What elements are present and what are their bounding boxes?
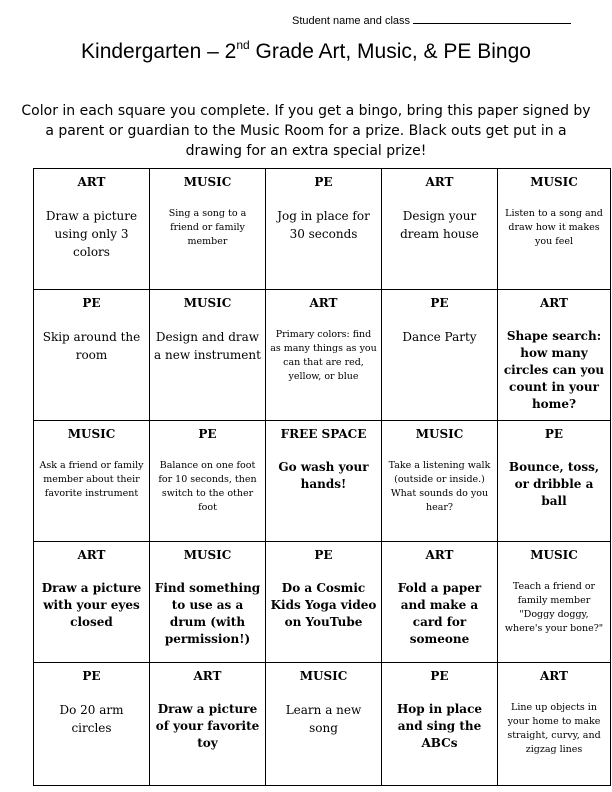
square-activity: Fold a paper and make a card for someone xyxy=(397,581,482,646)
square-activity: Draw a picture of your favorite toy xyxy=(155,702,260,750)
square-activity: Listen to a song and draw how it makes you feel xyxy=(505,208,603,247)
square-activity: Balance on one foot for 10 seconds, then switch to the other foot xyxy=(158,460,257,513)
square-activity: Take a listening walk (outside or inside.) What sounds do you hear? xyxy=(388,460,491,513)
bingo-square[interactable] xyxy=(382,663,498,786)
square-category: PE xyxy=(82,296,101,310)
bingo-square[interactable] xyxy=(266,169,382,290)
bingo-row xyxy=(34,169,611,290)
bingo-square[interactable] xyxy=(150,421,266,542)
square-category: ART xyxy=(193,669,222,683)
bingo-square[interactable] xyxy=(150,663,266,786)
bingo-square[interactable] xyxy=(266,290,382,421)
bingo-square[interactable] xyxy=(498,663,611,786)
page-title xyxy=(0,40,612,64)
bingo-square[interactable] xyxy=(150,169,266,290)
square-activity: Do 20 arm circles xyxy=(59,703,124,735)
square-activity: Go wash your hands! xyxy=(278,460,369,491)
bingo-square[interactable] xyxy=(266,421,382,542)
square-activity: Design and draw a new instrument xyxy=(154,330,261,362)
bingo-board xyxy=(33,168,611,786)
square-category: MUSIC xyxy=(183,548,232,562)
student-name-field[interactable] xyxy=(292,13,592,29)
bingo-square[interactable] xyxy=(382,421,498,542)
square-activity: Do a Cosmic Kids Yoga video on YouTube xyxy=(270,581,377,629)
square-activity: Primary colors: find as many things as you can that are red, yellow, or blue xyxy=(270,329,377,382)
bingo-square[interactable] xyxy=(34,421,150,542)
square-category: MUSIC xyxy=(67,427,116,441)
square-category: PE xyxy=(314,175,333,189)
square-activity: Teach a friend or family member "Doggy doggy, where's your bone?" xyxy=(504,581,604,634)
square-activity: Draw a picture using only 3 colors xyxy=(45,209,138,259)
square-category: MUSIC xyxy=(530,175,578,189)
bingo-square[interactable] xyxy=(150,542,266,663)
square-activity: Dance Party xyxy=(402,330,477,344)
square-category: MUSIC xyxy=(299,669,348,683)
bingo-square[interactable] xyxy=(34,663,150,786)
square-category: PE xyxy=(430,669,449,683)
square-category: ART xyxy=(425,175,454,189)
bingo-square[interactable] xyxy=(150,290,266,421)
square-category: MUSIC xyxy=(183,175,232,189)
square-category: FREE SPACE xyxy=(280,427,367,441)
square-category: ART xyxy=(539,669,568,683)
square-activity: Bounce, toss, or dribble a ball xyxy=(508,460,600,508)
student-name-blank[interactable] xyxy=(413,13,571,24)
square-category: PE xyxy=(82,669,101,683)
square-activity: Sing a song to a friend or family member xyxy=(168,208,247,247)
square-activity: Jog in place for 30 seconds xyxy=(277,209,370,241)
bingo-square[interactable] xyxy=(34,169,150,290)
square-activity: Ask a friend or family member about their favorite instrument xyxy=(39,460,144,499)
square-activity: Line up objects in your home to make straight, curvy, and zigzag lines xyxy=(507,702,601,755)
square-activity: Design your dream house xyxy=(400,209,479,241)
square-category: ART xyxy=(539,296,568,310)
bingo-row xyxy=(34,542,611,663)
square-activity: Hop in place and sing the ABCs xyxy=(396,702,483,750)
square-activity: Find something to use as a drum (with permission!) xyxy=(154,581,261,646)
square-category: ART xyxy=(425,548,454,562)
square-category: PE xyxy=(430,296,449,310)
bingo-square[interactable] xyxy=(498,542,611,663)
square-activity: Shape search: how many circles can you count in your home? xyxy=(503,329,605,411)
square-category: ART xyxy=(77,175,106,189)
bingo-square[interactable] xyxy=(34,290,150,421)
square-category: MUSIC xyxy=(415,427,464,441)
square-category: PE xyxy=(314,548,333,562)
title-suffix: Grade Art, Music, & PE Bingo xyxy=(249,40,531,63)
square-category: PE xyxy=(544,427,564,441)
title-superscript: nd xyxy=(236,38,250,52)
bingo-row xyxy=(34,421,611,542)
square-activity: Learn a new song xyxy=(285,703,362,735)
bingo-square[interactable] xyxy=(382,542,498,663)
bingo-square[interactable] xyxy=(266,542,382,663)
square-activity: Skip around the room xyxy=(42,330,141,362)
bingo-square[interactable] xyxy=(266,663,382,786)
instructions-text: Color in each square you complete. If you get a bingo, bring this paper signed by a parent or guardian to the Music Room for a prize. Black outs get put in a drawing for an extra special prize! xyxy=(21,103,591,159)
title-prefix: Kindergarten – 2 xyxy=(81,40,237,63)
square-category: ART xyxy=(77,548,106,562)
bingo-square[interactable] xyxy=(382,290,498,421)
bingo-square[interactable] xyxy=(382,169,498,290)
square-category: PE xyxy=(198,427,217,441)
bingo-square[interactable] xyxy=(498,290,611,421)
square-category: MUSIC xyxy=(530,548,578,562)
square-category: MUSIC xyxy=(183,296,232,310)
square-activity: Draw a picture with your eyes closed xyxy=(41,581,142,629)
bingo-square[interactable] xyxy=(498,169,611,290)
bingo-row xyxy=(34,663,611,786)
bingo-row xyxy=(34,290,611,421)
square-category: ART xyxy=(309,296,338,310)
student-name-label: Student name and class xyxy=(292,15,411,27)
bingo-square[interactable] xyxy=(498,421,611,542)
bingo-square[interactable] xyxy=(34,542,150,663)
